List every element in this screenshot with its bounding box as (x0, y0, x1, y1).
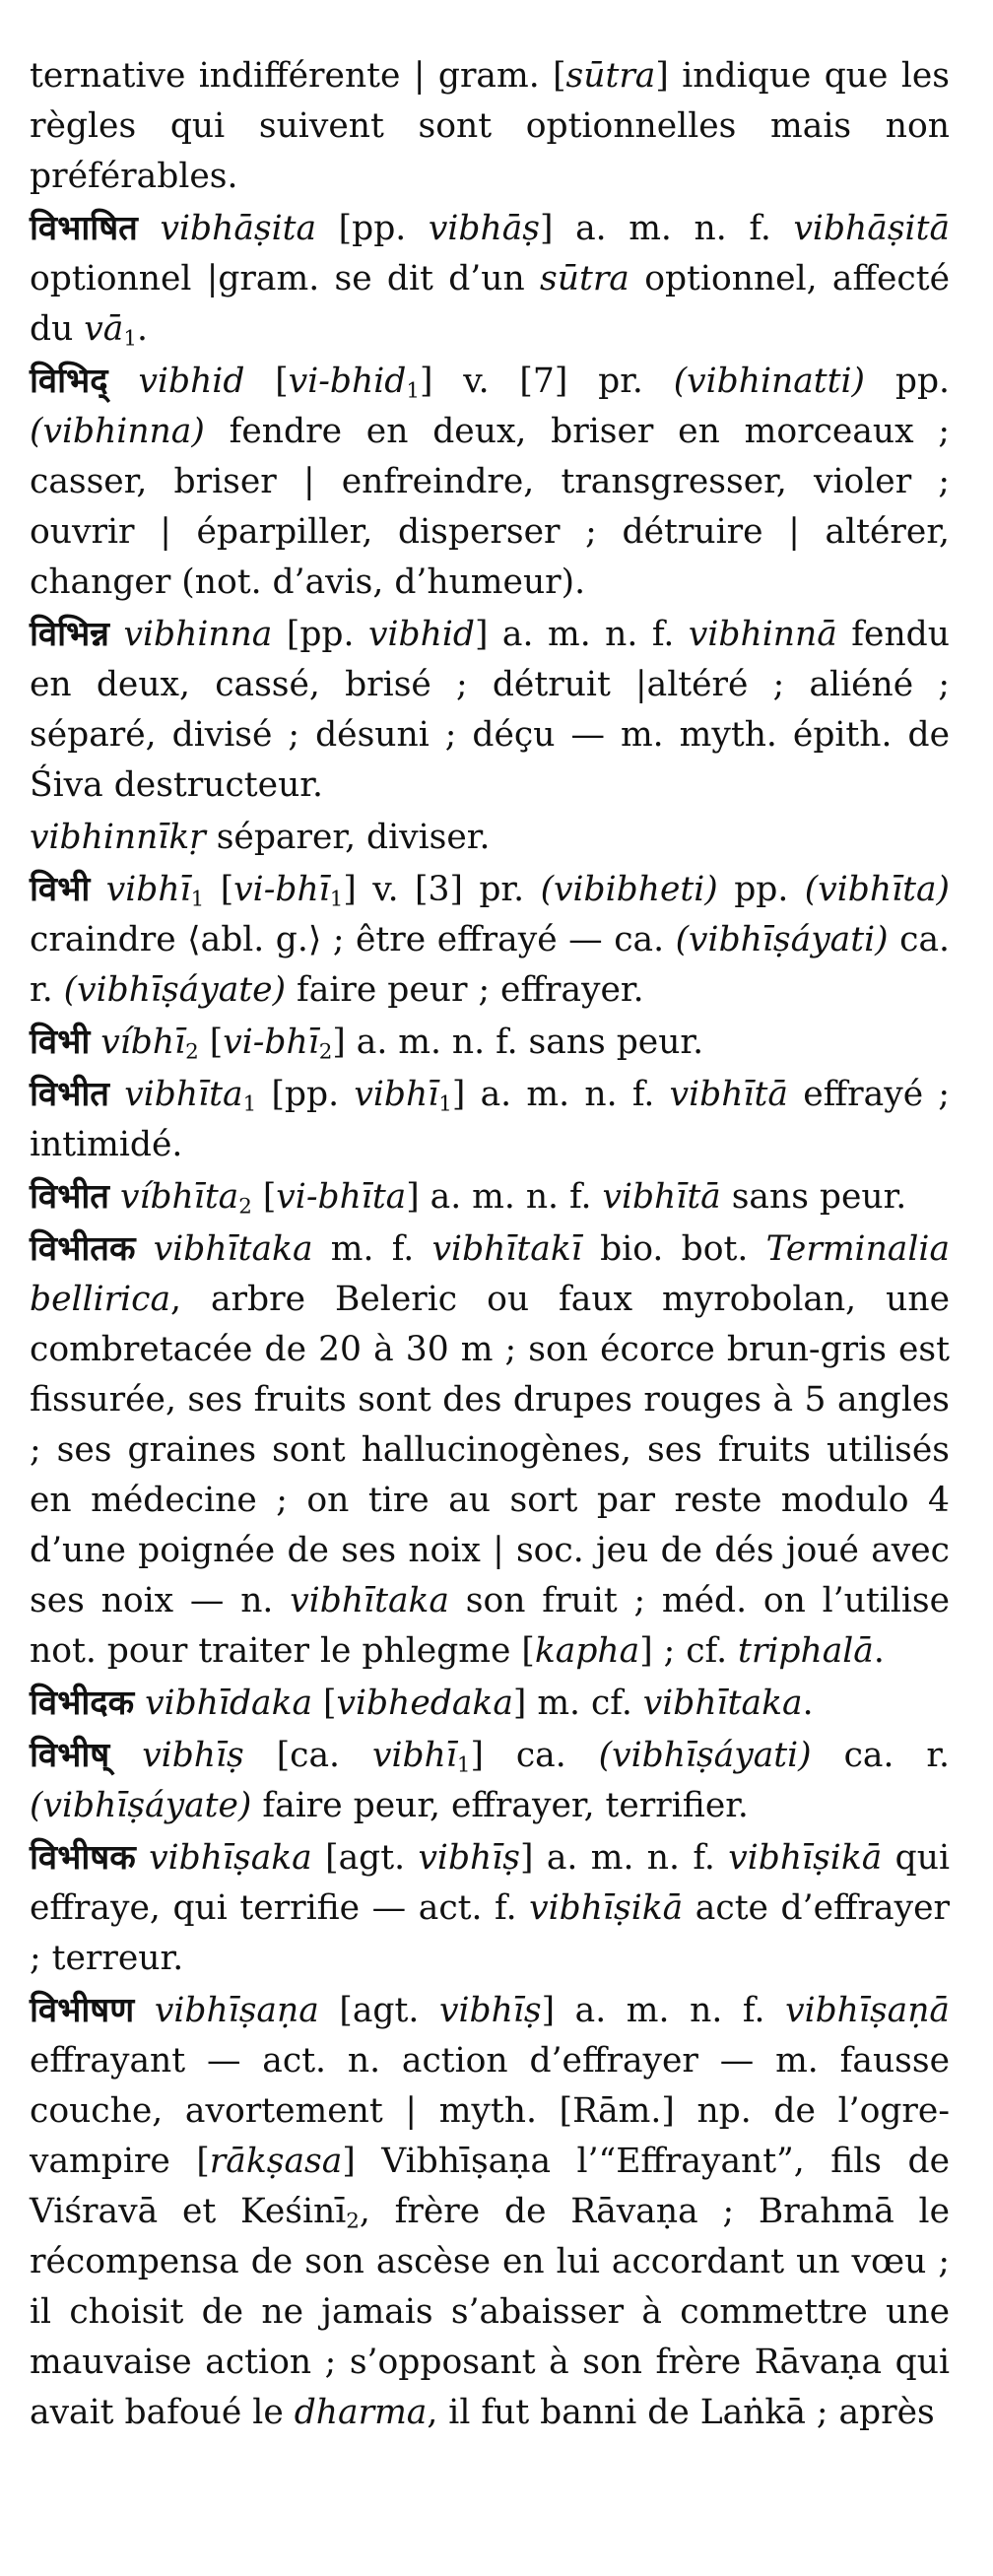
homonym-number: 1 (456, 1752, 471, 1778)
entry-vibhasita (30, 204, 950, 355)
entry-text (134, 1991, 155, 2030)
headword-devanagari: विभी (30, 870, 91, 909)
entry-text: fendre en deux, briser en morceaux ; casser, briser | enfreindre, transgresser, violer ; ouvrir | éparpiller, disperser ; détruire | altérer, changer (not. d’avis, d’humeur). (30, 412, 950, 602)
entry-text: , il fut banni de Laṅkā ; après (427, 2393, 935, 2432)
homonym-number: 2 (185, 1039, 199, 1065)
entry-text: effrayant — act. n. action d’effrayer — m. fausse couche, avortement | myth. [Rām.] np. de l’ogre-vampire [ (30, 2041, 950, 2181)
entry-text: . (136, 309, 148, 349)
italic-term: triphalā (738, 1631, 874, 1671)
italic-term: vibhī (105, 870, 191, 909)
entry-text: [pp. (316, 209, 429, 248)
entry-text: ] m. cf. (512, 1684, 643, 1723)
headword-devanagari: विभीषक (30, 1838, 136, 1878)
italic-term: vibhīṣ (418, 1838, 521, 1878)
italic-term: (vibhīṣáyate) (30, 1786, 252, 1825)
entry-text: pp. (717, 870, 805, 909)
entry-text (90, 1023, 100, 1062)
entry-text: [ (251, 1177, 277, 1217)
italic-term: (vibhinatti) (673, 362, 866, 401)
entry-text: bio. bot. (581, 1229, 766, 1269)
italic-term: vibhedaka (336, 1684, 513, 1723)
entry-text: qui effraye, qui terrifie — act. f. (30, 1838, 951, 1928)
entry-text: ] a. m. n. f. (540, 209, 794, 248)
entry-text: effrayé ; intimidé. (30, 1075, 951, 1164)
entry-text: ca. r. (811, 1736, 951, 1775)
italic-term: sūtra (540, 259, 629, 298)
homonym-number: 1 (329, 887, 344, 912)
entry-vibhidaka (30, 1679, 950, 1729)
entry-text: . (873, 1631, 885, 1671)
italic-term: vibhīṣaṇā (785, 1991, 951, 2030)
italic-term: (vibhīṣáyate) (63, 970, 287, 1010)
italic-term: vibhid (368, 615, 475, 654)
italic-term: vi-bhī (223, 1023, 319, 1062)
entry-text: son fruit ; méd. on l’utilise not. pour traiter le phlegme [ (30, 1581, 950, 1671)
entry-text: séparer, diviser. (205, 818, 491, 857)
entry-text: faire peur ; effrayer. (286, 970, 644, 1010)
entry-text: pp. (865, 362, 950, 401)
italic-term: vibhī (354, 1075, 439, 1114)
entry-vibhisaka (30, 1833, 950, 1984)
entry-vibhisana (30, 1986, 950, 2438)
italic-term: vibhāṣ (428, 209, 540, 248)
entry-text: [ (198, 1023, 224, 1062)
italic-term: vibhīṣikā (529, 1888, 684, 1928)
entry-text: [pp. (256, 1075, 355, 1114)
homonym-number: 1 (190, 887, 205, 912)
italic-term: vibhinna (123, 615, 273, 654)
entry-text: ca. r. (30, 920, 950, 1010)
entry-text: sans peur. (720, 1177, 907, 1217)
entry-vibhis (30, 1731, 950, 1831)
homonym-number: 1 (406, 378, 420, 404)
headword-devanagari: विभाषित (30, 209, 138, 248)
entry-text: acte d’effrayer ; terreur. (30, 1888, 950, 1978)
headword-devanagari: विभिन्न (30, 615, 109, 654)
entry-text (135, 1229, 153, 1269)
entry-text: [ca. (243, 1736, 372, 1775)
entry-text: . (802, 1684, 814, 1723)
entry-vibhi-2 (30, 1018, 950, 1068)
italic-term: vibhīṣaṇa (154, 1991, 319, 2030)
italic-term: kapha (534, 1631, 640, 1671)
headword-devanagari: विभी (30, 1023, 91, 1062)
homonym-number: 1 (123, 326, 137, 352)
entry-text: fendu en deux, cassé, brisé ; détruit |altéré ; aliéné ; séparé, divisé ; désuni ; déçu — m. myth. épith. de Śiva destructeur. (30, 615, 950, 805)
entry-text: ] a. m. n. f. (474, 615, 689, 654)
entry-text: m. f. (312, 1229, 432, 1269)
headword-devanagari: विभीत (30, 1075, 109, 1114)
italic-term: vibhīṣ (142, 1736, 244, 1775)
headword-devanagari: विभीत (30, 1177, 109, 1217)
italic-term: sūtra (565, 56, 656, 96)
entry-text: ] ; cf. (639, 1631, 739, 1671)
entry-text (109, 615, 124, 654)
italic-term: rākṣasa (209, 2142, 343, 2181)
italic-term: vibhīṣ (438, 1991, 542, 2030)
italic-term: vibhītakī (431, 1229, 582, 1269)
italic-term: vibhāṣita (160, 209, 317, 248)
entry-text: [ (204, 870, 234, 909)
entry-text: [agt. (318, 1991, 439, 2030)
italic-term: vi-bhī (233, 870, 330, 909)
entry-text: ternative indifférente | gram. [ (30, 56, 566, 96)
italic-term: vibhītā (602, 1177, 721, 1217)
italic-term: vibhītā (669, 1075, 788, 1114)
entry-text: ] v. [7] pr. (419, 362, 674, 401)
entry-text: optionnel |gram. se dit d’un (30, 259, 541, 298)
entry-text: faire peur, effrayer, terrifier. (251, 1786, 749, 1825)
homonym-number: 2 (318, 1039, 333, 1065)
italic-term: vibhī (371, 1736, 457, 1775)
headword-devanagari: विभीषण (30, 1991, 135, 2030)
entry-text (109, 1075, 124, 1114)
entry-text: ] a. m. n. f. sans peur. (332, 1023, 704, 1062)
homonym-number: 2 (238, 1194, 252, 1220)
headword-devanagari: विभीतक (30, 1229, 136, 1269)
entry-vibhitaka (30, 1224, 950, 1677)
entry-text: ] ca. (470, 1736, 599, 1775)
entry-text: ] indique que les règles qui suivent sont optionnelles mais non préférables. (30, 56, 950, 196)
homonym-number: 1 (438, 1091, 452, 1117)
italic-term: vibhīṣikā (728, 1838, 883, 1878)
entry-continuation (30, 51, 950, 202)
entry-text (109, 1736, 142, 1775)
entry-text: [pp. (272, 615, 368, 654)
italic-term: víbhīta (119, 1177, 239, 1217)
entry-text (109, 1177, 120, 1217)
entry-vibhita-2 (30, 1172, 950, 1222)
italic-term: víbhī (100, 1023, 186, 1062)
italic-term: vi-bhīta (276, 1177, 407, 1217)
entry-text: [agt. (311, 1838, 419, 1878)
italic-term: vibhītaka (290, 1581, 449, 1620)
italic-term: vibhid (138, 362, 245, 401)
entry-text: ] a. m. n. f. (520, 1838, 729, 1878)
entry-text: ] a. m. n. f. (451, 1075, 670, 1114)
italic-term: vibhītaka (642, 1684, 803, 1723)
entry-text (108, 362, 139, 401)
entry-text: ] a. m. n. f. (541, 1991, 786, 2030)
entry-vibhita-1 (30, 1070, 950, 1170)
italic-term: (vibibheti) (540, 870, 718, 909)
italic-term: vibhīṣaka (149, 1838, 312, 1878)
italic-term: vā (84, 309, 124, 349)
entry-text: ] v. [3] pr. (343, 870, 541, 909)
italic-term: vibhīdaka (145, 1684, 313, 1723)
italic-term: dharma (294, 2393, 428, 2432)
entry-text (90, 870, 105, 909)
italic-term: vibhīta (124, 1075, 243, 1114)
italic-term: (vibhinna) (30, 412, 205, 451)
entry-text (136, 1838, 149, 1878)
headword-devanagari: विभीष् (30, 1736, 110, 1775)
entry-vibhid (30, 357, 950, 608)
entry-text: optionnel, affecté du (30, 259, 950, 349)
entry-text: , arbre Beleric ou faux myrobolan, une combretacée de 20 à 30 m ; son écorce brun-gris est fissurée, ses fruits sont des drupes rouges à 5 angles ; ses graines sont hallucinogènes, ses fruits utilisés en médecine ; on tire au sort par reste modulo 4 d’une poignée de ses noix | soc. jeu de dés joué avec ses noix — n. (30, 1280, 950, 1620)
homonym-number: 1 (242, 1091, 257, 1117)
italic-term: vibhāṣitā (793, 209, 951, 248)
entry-vibhinnikr (30, 813, 950, 863)
italic-term: vi-bhid (288, 362, 407, 401)
headword-devanagari: विभीदक (30, 1684, 135, 1723)
italic-term: vibhītaka (153, 1229, 313, 1269)
entry-vibhi-1 (30, 865, 950, 1016)
italic-term: (vibhīṣáyati) (598, 1736, 812, 1775)
italic-term: Terminalia bellirica (30, 1229, 951, 1319)
italic-term: vibhinnā (688, 615, 837, 654)
entry-text: ] a. m. n. f. (406, 1177, 603, 1217)
italic-term: vibhinnīkṛ (30, 818, 206, 857)
entry-text: [ (312, 1684, 337, 1723)
italic-term: (vibhīta) (804, 870, 951, 909)
entry-text: [ (244, 362, 289, 401)
entry-text (134, 1684, 145, 1723)
entry-vibhinna (30, 610, 950, 811)
entry-text: ] Vibhīṣaṇa l’“Effrayant”, fils de Viśravā et Keśinī (30, 2142, 950, 2231)
entry-text (138, 209, 161, 248)
entry-text: craindre ⟨abl. g.⟩ ; être effrayé — ca. (30, 920, 676, 959)
headword-devanagari: विभिद् (30, 362, 108, 401)
entry-text: , frère de Rāvaṇa ; Brahmā le récompensa de son ascèse en lui accordant un vœu ; il choisit de ne jamais s’abaisser à commettre une mauvaise action ; s’opposant à son frère Rāvaṇa qui avait bafoué le (30, 2192, 950, 2432)
homonym-number: 2 (346, 2209, 360, 2234)
italic-term: (vibhīṣáyati) (675, 920, 889, 959)
